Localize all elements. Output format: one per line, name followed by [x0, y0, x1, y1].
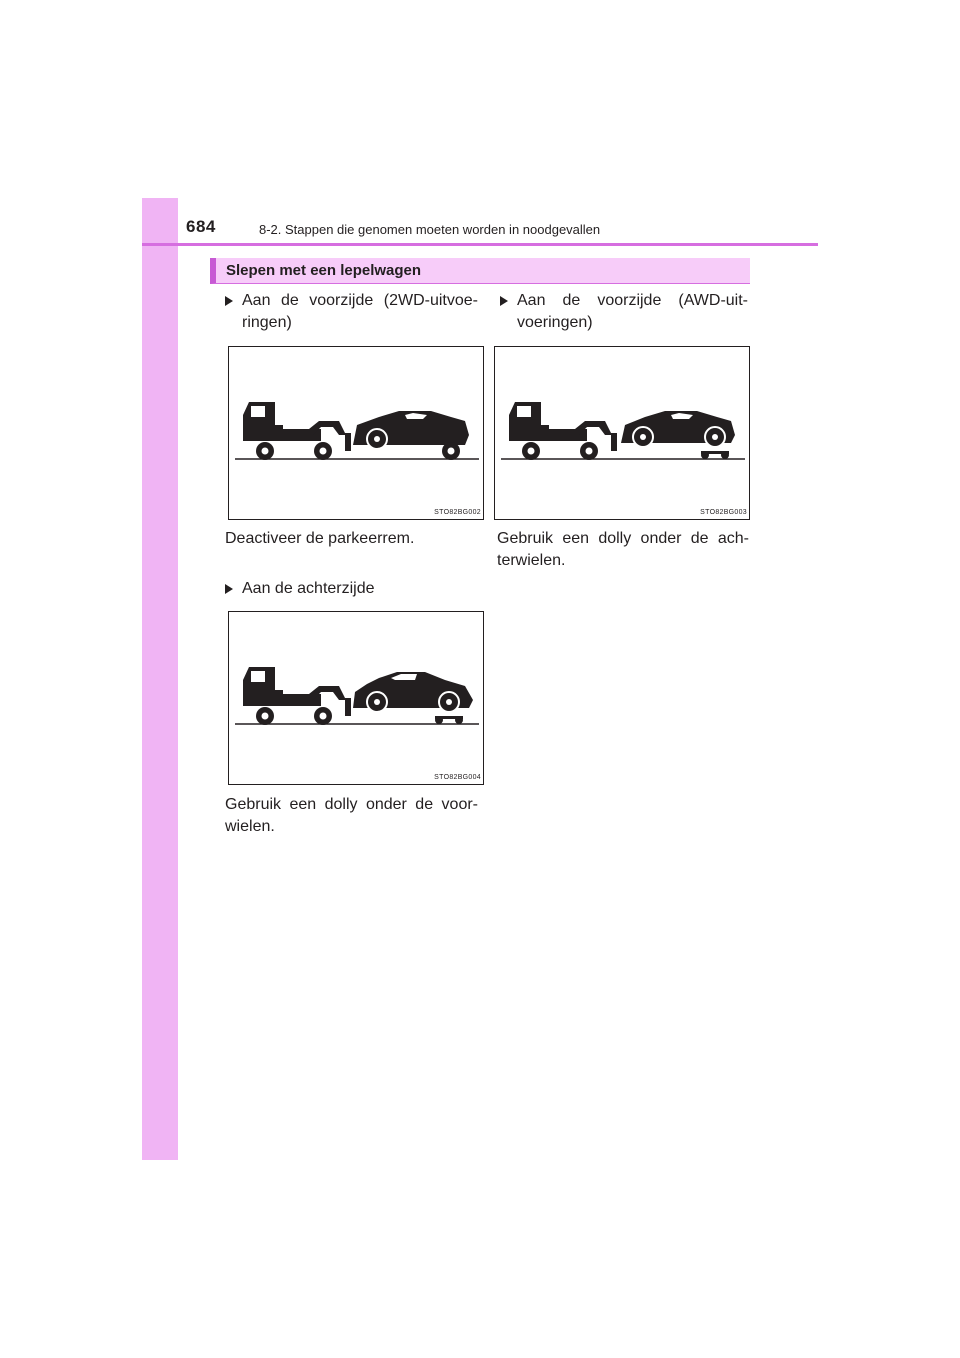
chapter-title: 8-2. Stappen die genomen moeten worden in noodgevallen: [259, 222, 601, 237]
figure-front-2wd: [228, 346, 484, 520]
front-awd-instruction: Gebruik een dolly onder de ach-terwielen.: [497, 530, 749, 569]
header-rule: [142, 243, 818, 246]
bullet-front-awd-label: Aan de voorzijde (AWD-uit-voeringen): [517, 292, 748, 331]
figure-rear: [228, 611, 484, 785]
bullet-triangle-icon: [500, 296, 508, 306]
tow-truck-front-awd-illustration: [495, 347, 751, 521]
bullet-front-2wd-label: Aan de voorzijde (2WD-uitvoe-ringen): [242, 292, 478, 331]
bullet-front-awd: [500, 290, 748, 336]
bullet-triangle-icon: [225, 584, 233, 594]
bullet-rear-label: Aan de achterzijde: [242, 580, 375, 597]
tow-truck-rear-illustration: [229, 612, 485, 786]
figure-id-label: STO82BG002: [434, 509, 481, 516]
page-number: 684: [186, 217, 216, 236]
figure-id-label: STO82BG004: [434, 774, 481, 781]
front-2wd-instruction: Deactiveer de parkeerrem.: [225, 530, 415, 547]
figure-front-awd: [494, 346, 750, 520]
rear-instruction: Gebruik een dolly onder de voor-wielen.: [225, 796, 478, 835]
section-heading: [210, 258, 750, 284]
bullet-front-2wd: [225, 290, 478, 336]
bullet-triangle-icon: [225, 296, 233, 306]
figure-id-label: STO82BG003: [700, 509, 747, 516]
section-title: Slepen met een lepelwagen: [226, 262, 422, 279]
chapter-side-band: [142, 198, 178, 1160]
bullet-rear: [225, 578, 478, 602]
tow-truck-front-2wd-illustration: [229, 347, 485, 521]
